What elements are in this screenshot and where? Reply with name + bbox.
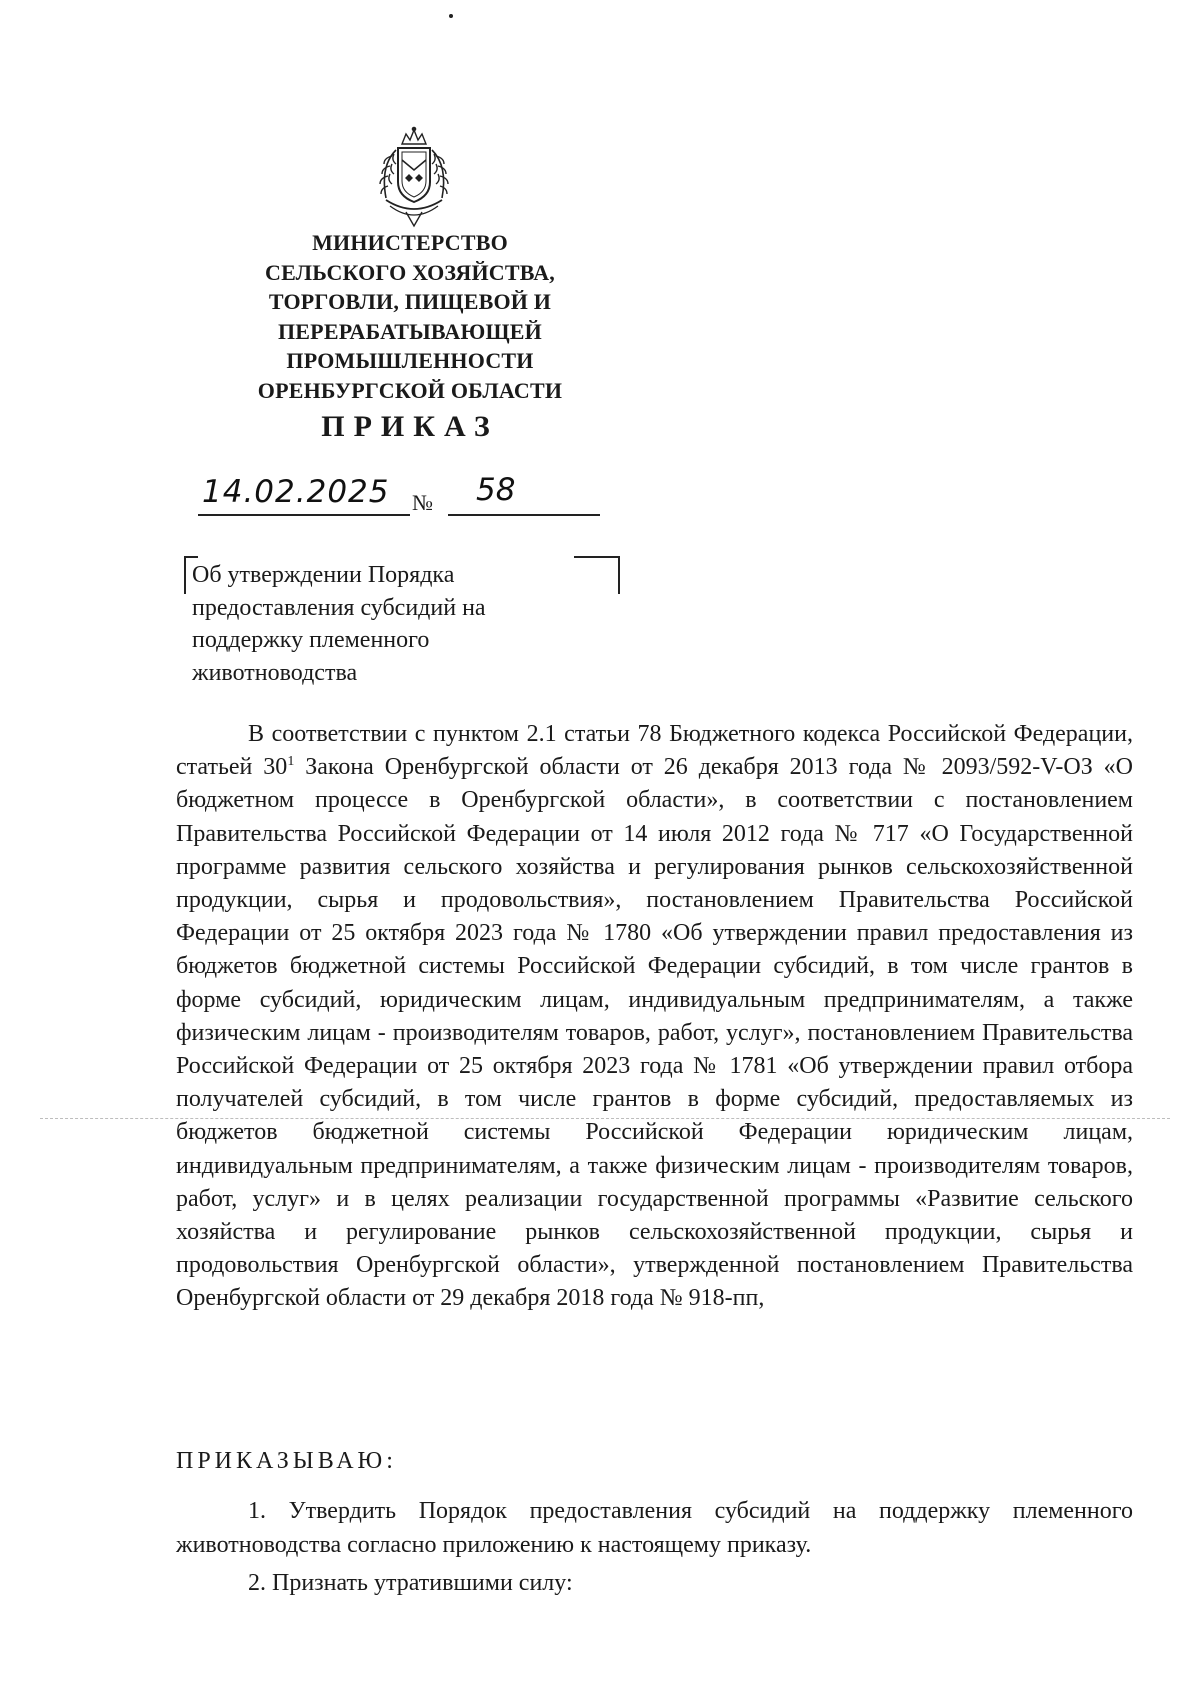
document-subject	[192, 559, 592, 689]
scan-dot	[449, 14, 453, 18]
order-item-1: 1. Утвердить Порядок предоставления субсидий на поддержку племенного животноводства согласно приложению к настоящему приказу.	[176, 1498, 1133, 1558]
subject-line: животноводства	[192, 659, 358, 686]
preamble-superscript: 1	[287, 754, 295, 770]
subject-line: поддержку племенного	[192, 627, 430, 653]
subject-line: Об утверждении Порядка	[192, 562, 455, 588]
document-type-title: ПРИКАЗ	[321, 410, 499, 443]
ministry-line: ПЕРЕРАБАТЫВАЮЩЕЙ	[278, 318, 542, 344]
order-item-2: 2. Признать утратившими силу:	[248, 1570, 573, 1596]
registration-line	[198, 474, 618, 520]
coat-of-arms-icon	[366, 126, 462, 230]
ministry-line: СЕЛЬСКОГО ХОЗЯЙСТВА,	[264, 259, 556, 285]
number-underline	[448, 514, 600, 516]
handwritten-number: 58	[476, 472, 516, 508]
date-underline	[198, 514, 410, 516]
ministry-line: ПРОМЫШЛЕННОСТИ	[286, 348, 534, 373]
number-sign: №	[412, 490, 433, 515]
subject-line: предоставления субсидий на	[192, 594, 486, 621]
ministry-line: МИНИСТЕРСТВО	[312, 230, 508, 255]
ministry-line: ОРЕНБУРГСКОЙ ОБЛАСТИ	[257, 377, 563, 403]
preamble-text-part2: Закона Оренбургской области от 26 декабря 2013 года № 2093/592-V-ОЗ «О бюджетном процессе в Оренбургской области», в соответствии с постановлением Правительства Российской Федерации от 14 июля 2012 года № 717 «О Государственной программе развития сельского хозяйства и регулирования рынков сельскохозяйственной продукции, сырья и продовольствия», постановлением Правительства Российской Федерации от 25 октября 2023 года № 1780 «Об утверждении правил предоставления из бюджетов бюджетной системы Российской Федерации субсидий, в том числе грантов в форме субсидий, юридическим лицам, индивидуальным предпринимателям, а также физическим лицам - производителям товаров, работ, услуг», постановлением Правительства Российской Федерации от 25 октября 2023 года № 1781 «Об утверждении правил отбора получателей субсидий, в том числе грантов в форме субсидий, предоставляемых из бюджетов бюджетной системы Российской Федерации юридическим лицам, индивидуальным предпринимателям, а также физическим лицам - производителям товаров, работ, услуг» и в целях реализации государственной программы «Развитие сельского хозяйства и регулирование рынков сельскохозяйственной продукции, сырья и продовольствия Оренбургской области», утвержденной постановлением Правительства Оренбургской области от 29 декабря 2018 года № 918-пп,	[176, 754, 1133, 1312]
ministry-line: ТОРГОВЛИ, ПИЩЕВОЙ И	[268, 289, 552, 314]
handwritten-date: 14.02.2025	[202, 474, 390, 510]
preamble-text-part1: В соответствии с пунктом 2.1 статьи 78 Бюджетного кодекса Российской Федерации, статьей 30	[176, 721, 1133, 781]
scan-artifact-line	[40, 1118, 1170, 1119]
orders-heading: ПРИКАЗЫВАЮ:	[176, 1448, 397, 1474]
preamble-paragraph	[176, 718, 1133, 1316]
ministry-name	[220, 228, 600, 405]
